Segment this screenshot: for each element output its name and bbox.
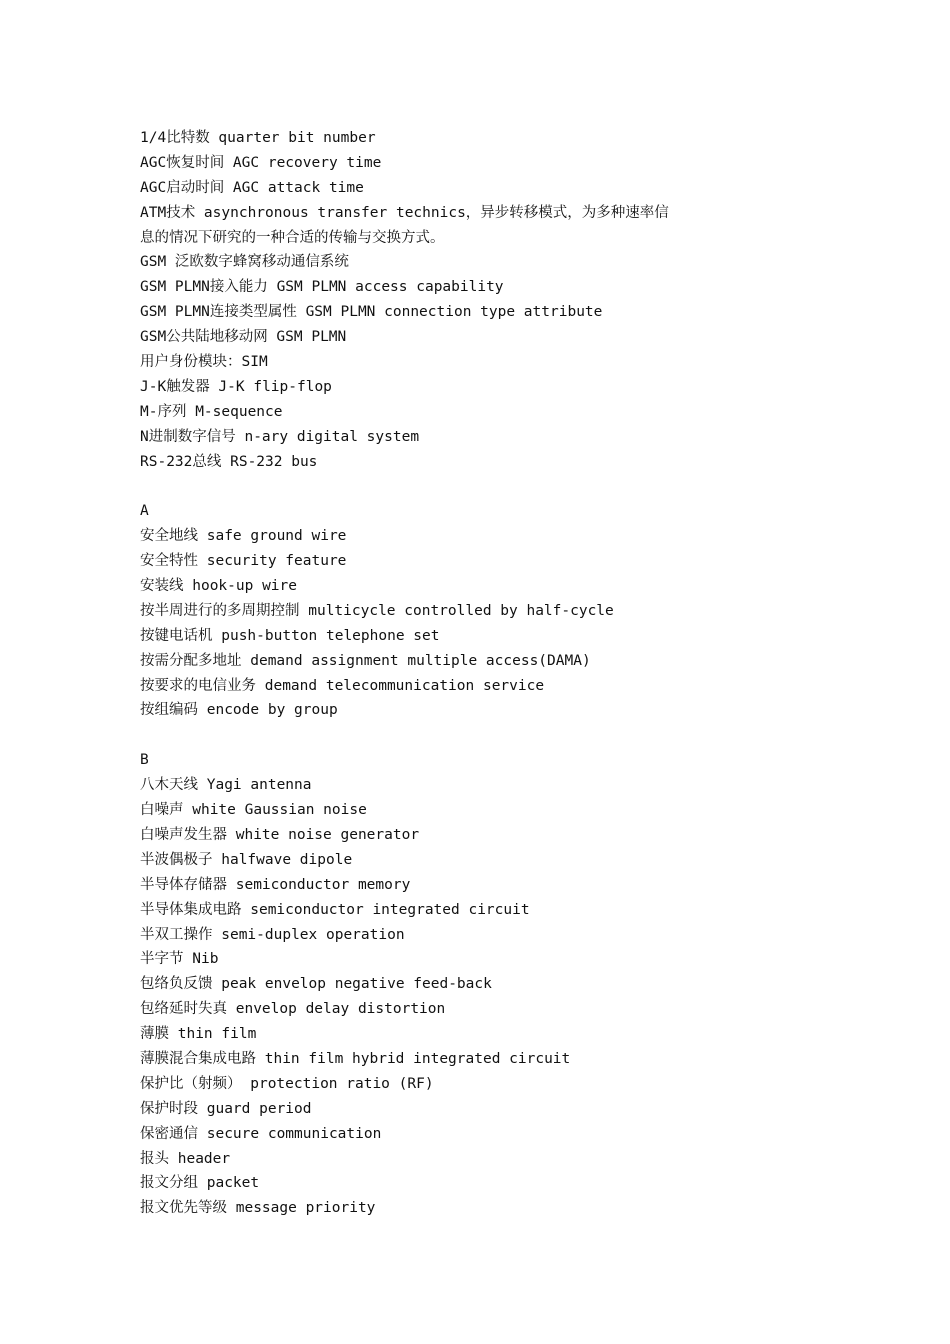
glossary-entry: ATM技术 asynchronous transfer technics，异步转移模式，为多种速率信 [140,204,669,221]
glossary-entry: 用户身份模块：SIM [140,354,268,371]
glossary-entry: 薄膜 thin film [140,1026,257,1043]
glossary-entry-continuation: 息的情况下研究的一种合适的传输与交换方式。 [140,229,445,246]
glossary-entry: 安装线 hook-up wire [140,578,297,595]
glossary-entry: GSM PLMN接入能力 GSM PLMN access capability [140,279,504,296]
glossary-entry: 八木天线 Yagi antenna [140,777,312,794]
glossary-entry: 按键电话机 push-button telephone set [140,627,440,644]
glossary-entry: 按需分配多地址 demand assignment multiple access(DAMA) [140,652,591,669]
glossary-entry: 报头 header [140,1150,231,1167]
glossary-entry: 半双工操作 semi-duplex operation [140,926,405,943]
glossary-entry: GSM 泛欧数字蜂窝移动通信系统 [140,254,349,271]
section-heading-b: B [140,752,149,769]
spacer [140,723,840,748]
glossary-entry: 按组编码 encode by group [140,702,338,719]
glossary-entry: 白噪声 white Gaussian noise [140,802,367,819]
glossary-body [140,126,840,1221]
glossary-entry: 保护时段 guard period [140,1100,312,1117]
glossary-entry: 安全地线 safe ground wire [140,528,347,545]
glossary-entry: 薄膜混合集成电路 thin film hybrid integrated circuit [140,1050,571,1067]
glossary-entry: 白噪声发生器 white noise generator [140,826,420,843]
glossary-entry: 报文分组 packet [140,1175,260,1192]
intro-entries [140,126,840,474]
section-b [140,748,840,1221]
glossary-entry: 保密通信 secure communication [140,1125,382,1142]
glossary-entry: AGC启动时间 AGC attack time [140,179,364,196]
glossary-entry: N进制数字信号 n-ary digital system [140,428,420,445]
glossary-entry: GSM公共陆地移动网 GSM PLMN [140,329,347,346]
glossary-entry: 报文优先等级 message priority [140,1200,376,1217]
glossary-entry: RS-232总线 RS-232 bus [140,453,318,470]
glossary-entry: 半导体集成电路 semiconductor integrated circuit [140,901,530,918]
glossary-entry: 按半周进行的多周期控制 multicycle controlled by half-cycle [140,602,614,619]
glossary-entry: 包络负反馈 peak envelop negative feed-back [140,976,492,993]
glossary-entry: 1/4比特数 quarter bit number [140,130,376,146]
glossary-entry: J-K触发器 J-K flip-flop [140,378,332,395]
section-heading-a: A [140,503,149,520]
glossary-entry: 保护比（射频） protection ratio (RF) [140,1075,434,1092]
glossary-entry: 包络延时失真 envelop delay distortion [140,1001,446,1018]
section-a [140,499,840,723]
glossary-entry: M-序列 M-sequence [140,403,283,420]
glossary-entry: 按要求的电信业务 demand telecommunication service [140,677,545,694]
glossary-entry: GSM PLMN连接类型属性 GSM PLMN connection type attribute [140,304,603,321]
glossary-entry: 半字节 Nib [140,951,219,968]
glossary-entry: 安全特性 security feature [140,553,347,570]
glossary-entry: 半导体存储器 semiconductor memory [140,876,411,893]
spacer [140,474,840,499]
glossary-entry: AGC恢复时间 AGC recovery time [140,154,382,171]
glossary-entry: 半波偶极子 halfwave dipole [140,851,353,868]
